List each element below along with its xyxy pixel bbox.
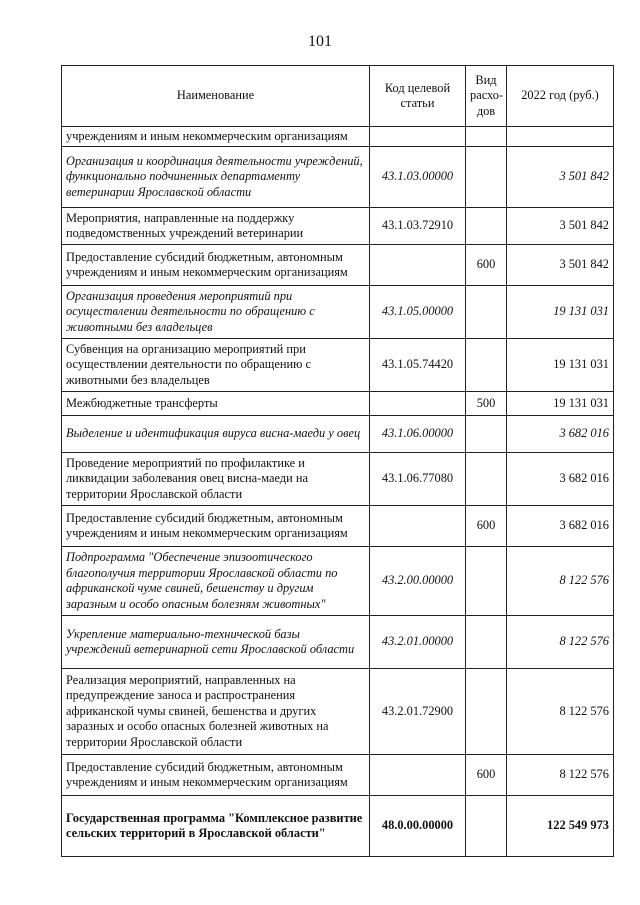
row-name: Субвенция на организацию мероприятий при осуществлении деятельности по обращению с животными без владельцев — [62, 339, 370, 392]
row-name: Мероприятия, направленные на поддержку подведомственных учреждений ветеринарии — [62, 208, 370, 245]
row-code: 43.1.06.00000 — [370, 416, 466, 453]
table-body — [62, 127, 614, 857]
row-code: 43.2.01.72900 — [370, 669, 466, 755]
row-type — [466, 147, 507, 208]
row-amount: 8 122 576 — [507, 616, 614, 669]
row-type — [466, 416, 507, 453]
row-name: Выделение и идентификация вируса висна-маеди у овец — [62, 416, 370, 453]
row-amount: 8 122 576 — [507, 755, 614, 796]
row-code: 43.1.03.00000 — [370, 147, 466, 208]
row-type — [466, 547, 507, 616]
row-code: 43.1.05.74420 — [370, 339, 466, 392]
row-code: 43.2.00.00000 — [370, 547, 466, 616]
table-row — [62, 147, 614, 208]
row-code: 43.2.01.00000 — [370, 616, 466, 669]
row-amount: 3 501 842 — [507, 147, 614, 208]
row-name: Государственная программа "Комплексное развитие сельских территорий в Ярославской области" — [62, 796, 370, 857]
row-type — [466, 339, 507, 392]
row-type — [466, 616, 507, 669]
page-number: 101 — [308, 33, 332, 50]
row-name: учреждениям и иным некоммерческим организациям — [62, 127, 370, 147]
row-amount — [507, 127, 614, 147]
row-name: Предоставление субсидий бюджетным, автономным учреждениям и иным некоммерческим организациям — [62, 245, 370, 286]
table-row — [62, 506, 614, 547]
table-row — [62, 755, 614, 796]
row-name: Предоставление субсидий бюджетным, автономным учреждениям и иным некоммерческим организациям — [62, 506, 370, 547]
row-name: Укрепление материально-технической базы учреждений ветеринарной сети Ярославской области — [62, 616, 370, 669]
row-code — [370, 392, 466, 416]
table-row — [62, 245, 614, 286]
row-amount: 19 131 031 — [507, 286, 614, 339]
row-code: 43.1.05.00000 — [370, 286, 466, 339]
row-amount: 3 682 016 — [507, 506, 614, 547]
row-name: Организация и координация деятельности учреждений, функционально подчиненных департаменту ветеринарии Ярославской области — [62, 147, 370, 208]
table-row — [62, 453, 614, 506]
budget-table — [61, 65, 614, 857]
row-amount: 3 501 842 — [507, 208, 614, 245]
row-code: 48.0.00.00000 — [370, 796, 466, 857]
row-amount: 8 122 576 — [507, 669, 614, 755]
header-row — [62, 66, 614, 127]
header-type: Вид расхо-дов — [466, 66, 507, 127]
row-type — [466, 796, 507, 857]
row-name: Проведение мероприятий по профилактике и ликвидации заболевания овец висна-маеди на территории Ярославской области — [62, 453, 370, 506]
row-type — [466, 286, 507, 339]
row-name: Предоставление субсидий бюджетным, автономным учреждениям и иным некоммерческим организациям — [62, 755, 370, 796]
row-code — [370, 245, 466, 286]
table-row — [62, 127, 614, 147]
row-name: Подпрограмма "Обеспечение эпизоотического благополучия территории Ярославской области по африканской чуме свиней, бешенству и другим заразным и особо опасным болезням животных" — [62, 547, 370, 616]
header-name: Наименование — [62, 66, 370, 127]
row-code — [370, 506, 466, 547]
row-code — [370, 127, 466, 147]
row-type — [466, 127, 507, 147]
table-row — [62, 796, 614, 857]
row-type: 500 — [466, 392, 507, 416]
row-type — [466, 453, 507, 506]
row-amount: 19 131 031 — [507, 392, 614, 416]
row-amount: 3 501 842 — [507, 245, 614, 286]
table-row — [62, 547, 614, 616]
row-amount: 8 122 576 — [507, 547, 614, 616]
table-row — [62, 392, 614, 416]
row-amount: 3 682 016 — [507, 416, 614, 453]
table-row — [62, 669, 614, 755]
row-type: 600 — [466, 506, 507, 547]
row-type: 600 — [466, 245, 507, 286]
table-row — [62, 286, 614, 339]
row-amount: 19 131 031 — [507, 339, 614, 392]
row-amount: 3 682 016 — [507, 453, 614, 506]
row-type — [466, 208, 507, 245]
table-row — [62, 208, 614, 245]
table-row — [62, 339, 614, 392]
row-name: Межбюджетные трансферты — [62, 392, 370, 416]
row-code: 43.1.06.77080 — [370, 453, 466, 506]
row-name: Организация проведения мероприятий при осуществлении деятельности по обращению с животными без владельцев — [62, 286, 370, 339]
row-amount: 122 549 973 — [507, 796, 614, 857]
row-code — [370, 755, 466, 796]
table-row — [62, 616, 614, 669]
row-code: 43.1.03.72910 — [370, 208, 466, 245]
table-row — [62, 416, 614, 453]
row-name: Реализация мероприятий, направленных на предупреждение заноса и распространения африканской чумы свиней, бешенства и других заразных и особо опасных болезней животных на территории Ярославской области — [62, 669, 370, 755]
row-type — [466, 669, 507, 755]
header-amount: 2022 год (руб.) — [507, 66, 614, 127]
header-code: Код целевой статьи — [370, 66, 466, 127]
row-type: 600 — [466, 755, 507, 796]
